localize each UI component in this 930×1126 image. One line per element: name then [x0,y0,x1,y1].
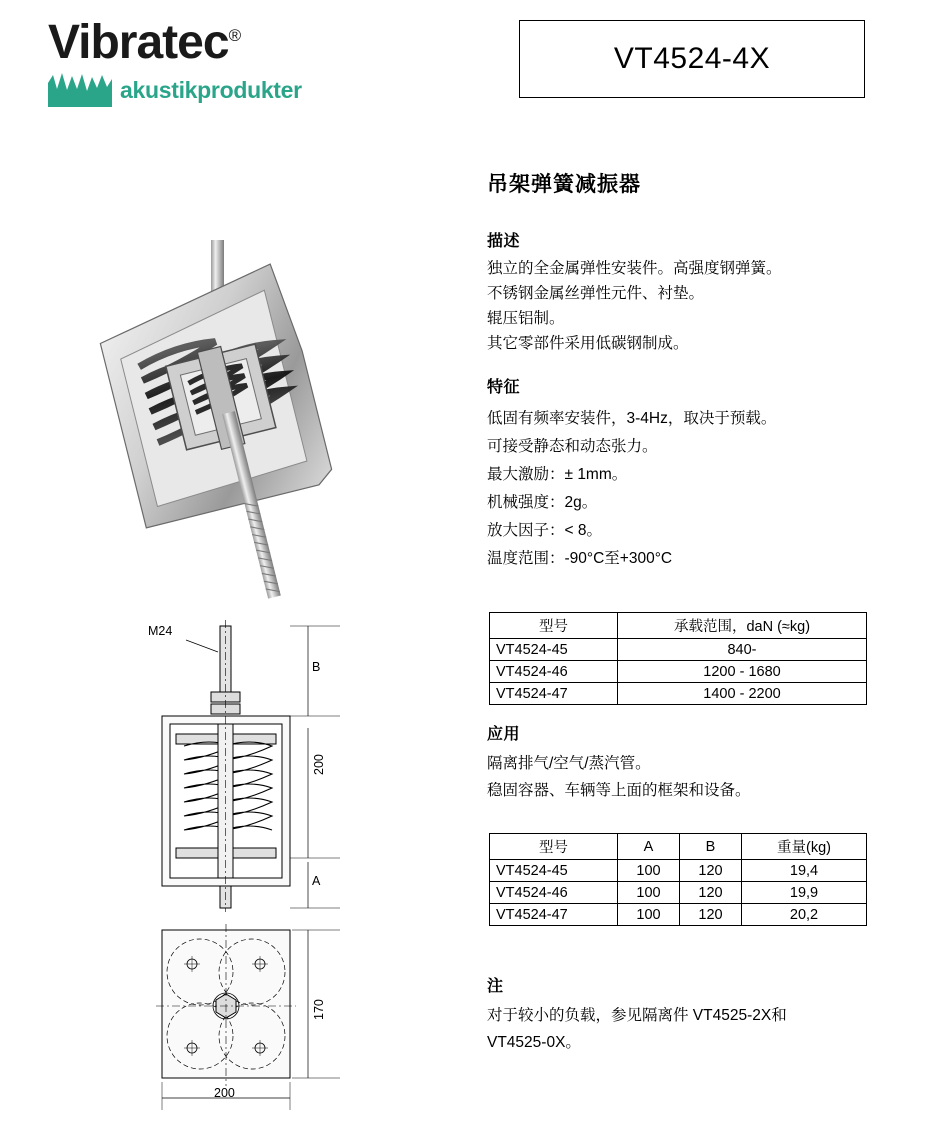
cell-weight: 19,9 [742,882,867,904]
note-line: 对于较小的负载，参见隔离件 VT4525-2X和 [487,1007,787,1024]
cell-a: 100 [618,860,680,882]
dimension-label-200-height: 200 [312,754,326,775]
applications-body [487,750,887,804]
description-heading: 描述 [487,233,521,250]
table-row [490,860,867,882]
cell-b: 120 [680,860,742,882]
cell-model: VT4524-47 [490,904,618,926]
note-line: VT4525-0X。 [487,1034,581,1051]
column-header-b: B [680,834,742,860]
description-line: 不锈钢金属丝弹性元件、衬垫。 [487,285,705,302]
cell-a: 100 [618,882,680,904]
cell-b: 120 [680,882,742,904]
description-line: 其它零部件采用低碳钢制成。 [487,335,689,352]
cell-model: VT4524-46 [490,661,618,683]
logo-subtitle: akustikprodukter [120,76,302,103]
cell-model: VT4524-45 [490,860,618,882]
note-body [487,1002,887,1056]
applications-heading: 应用 [487,726,521,743]
note-heading: 注 [487,978,504,995]
product-code: VT4524-4X [613,42,771,75]
feature-line: 放大因子：< 8。 [487,522,602,539]
cell-model: VT4524-46 [490,882,618,904]
table-row [490,639,867,661]
product-photo [95,240,385,600]
column-header-a: A [618,834,680,860]
table-row [490,683,867,705]
table-row [490,661,867,683]
features-heading: 特征 [487,379,521,396]
column-header-model: 型号 [490,613,618,639]
description-body [487,256,867,356]
description-line: 辊压铝制。 [487,310,565,327]
description-line: 独立的全金属弹性安装件。高强度钢弹簧。 [487,260,782,277]
table-header-row [490,834,867,860]
registered-trademark-icon: ® [228,26,241,45]
column-header-load-range: 承载范围，daN (≈kg) [618,613,867,639]
dimension-label-m24: M24 [148,624,173,638]
brand-logo [48,10,348,107]
cell-load-range: 1200 - 1680 [618,661,867,683]
table-header-row [490,613,867,639]
dimension-label-b: B [312,660,321,674]
product-heading: 吊架弹簧减振器 [487,173,641,196]
column-header-weight: 重量(kg) [742,834,867,860]
front-view-drawing [140,612,390,912]
cell-load-range: 840- [618,639,867,661]
feature-line: 最大激励：± 1mm。 [487,466,628,483]
logo-wordmark-text: Vibratec [48,16,229,69]
vibratec-wave-icon [48,73,112,107]
cell-model: VT4524-47 [490,683,618,705]
application-line: 隔离排气/空气/蒸汽管。 [487,755,651,772]
product-code-box [519,20,865,98]
application-line: 稳固容器、车辆等上面的框架和设备。 [487,782,751,799]
column-header-model: 型号 [490,834,618,860]
cell-b: 120 [680,904,742,926]
features-body [487,405,877,573]
dimension-label-a: A [312,874,321,888]
load-range-table [489,612,867,705]
dimension-weight-table [489,833,867,926]
cell-a: 100 [618,904,680,926]
table-row [490,904,867,926]
cell-model: VT4524-45 [490,639,618,661]
feature-line: 低固有频率安装件，3-4Hz，取决于预载。 [487,410,777,427]
feature-line: 可接受静态和动态张力。 [487,438,658,455]
table-row [490,882,867,904]
cell-load-range: 1400 - 2200 [618,683,867,705]
feature-line: 温度范围：-90°C至+300°C [487,550,673,567]
dimension-label-200-width: 200 [214,1086,235,1100]
feature-line: 机械强度：2g。 [487,494,598,511]
cell-weight: 20,2 [742,904,867,926]
cell-weight: 19,4 [742,860,867,882]
logo-wordmark [48,10,348,69]
dimension-label-170: 170 [312,999,326,1020]
top-view-drawing [140,920,390,1115]
